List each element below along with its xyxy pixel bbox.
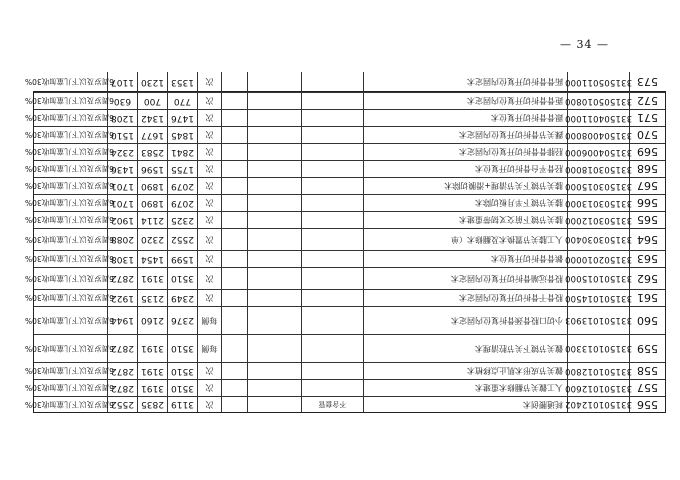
cell-name: 踝关节骨折切开复位内固定术	[363, 127, 567, 143]
cell-remark: 6周岁及以下儿童加收30%	[25, 400, 114, 409]
cell-p2: 700	[137, 93, 167, 109]
cell-seq: 556	[629, 397, 665, 412]
empty-cell	[221, 161, 247, 177]
cell-seq: 566	[629, 195, 665, 211]
cell-name: 人工膝关节置换术及翻修术（单	[363, 229, 567, 250]
empty-cell	[221, 195, 247, 211]
cell-unit: 次	[197, 178, 221, 194]
table-row	[25, 194, 665, 211]
empty-cell	[221, 363, 247, 379]
cell-code: 331503015000	[567, 178, 629, 194]
empty-cell	[221, 127, 247, 143]
cell-p3: 630	[107, 93, 137, 109]
cell-p3: 1902	[107, 212, 137, 228]
cell-remark: 6周岁及以下儿童加收30%	[25, 77, 114, 87]
cell-remark: 6周岁及以下儿童加收30%	[25, 274, 114, 283]
cell-remark: 6周岁及以下儿童加收30%	[25, 366, 114, 376]
table-row	[25, 109, 665, 126]
cell-code: 331501013903	[567, 307, 629, 334]
cell-name: 跟骨骨折切开复位术	[363, 110, 567, 126]
fee-table	[25, 75, 666, 413]
cell-unit: 次	[197, 380, 221, 396]
empty-cell	[247, 72, 301, 92]
cell-p2: 1890	[137, 195, 167, 211]
cell-unit: 次	[197, 397, 221, 412]
cell-p1: 2079	[167, 195, 197, 211]
cell-code: 331505011000	[567, 72, 629, 92]
cell-note	[301, 212, 363, 228]
cell-p3: 1701	[107, 195, 137, 211]
cell-p2: 1596	[137, 161, 167, 177]
cell-unit: 次	[197, 363, 221, 379]
cell-code: 331501012600	[567, 380, 629, 396]
cell-name: 胫腓骨骨折切开复位内固定术	[363, 144, 567, 160]
cell-p2: 3191	[137, 268, 167, 289]
cell-note	[301, 161, 363, 177]
cell-p2: 2114	[137, 212, 167, 228]
cell-note: 不含套管	[301, 397, 363, 412]
cell-code: 331505010800	[567, 93, 629, 109]
cell-seq: 562	[629, 268, 665, 289]
cell-code: 331501013300	[567, 335, 629, 362]
cell-name: 股骨干骨折切开复位内固定术	[363, 290, 567, 306]
cell-name: 跖骨骨折切开复位内固定术	[363, 72, 567, 92]
cell-note	[301, 307, 363, 334]
cell-seq: 559	[629, 335, 665, 362]
cell-p1: 2325	[167, 212, 197, 228]
cell-remark: 6周岁及以下儿童加收30%	[25, 130, 114, 140]
cell-p2: 1677	[137, 127, 167, 143]
cell-remark: 6周岁及以下儿童加收30%	[25, 113, 114, 123]
cell-p1: 770	[167, 93, 197, 109]
cell-seq: 560	[629, 307, 665, 334]
empty-cell	[247, 195, 301, 211]
cell-name: 髋关节成形术肌止点移植术	[363, 363, 567, 379]
empty-cell	[221, 93, 247, 109]
cell-code: 331504011000	[567, 110, 629, 126]
empty-cell	[221, 268, 247, 289]
empty-cell	[247, 380, 301, 396]
cell-p1: 1353	[167, 72, 197, 92]
cell-note	[301, 268, 363, 289]
empty-cell	[221, 307, 247, 334]
cell-p2: 1890	[137, 178, 167, 194]
cell-remark: 6周岁及以下儿童加收30%	[25, 181, 114, 191]
cell-p1: 3510	[167, 268, 197, 289]
cell-remark: 6周岁及以下儿童加收30%	[25, 198, 114, 208]
cell-p1: 1476	[167, 110, 197, 126]
empty-cell	[247, 363, 301, 379]
cell-unit: 每侧	[197, 307, 221, 334]
cell-p3: 1922	[107, 290, 137, 306]
table-row	[25, 267, 665, 289]
cell-p1: 3510	[167, 380, 197, 396]
empty-cell	[221, 290, 247, 306]
cell-p3: 1701	[107, 178, 137, 194]
cell-p2: 1230	[137, 72, 167, 92]
cell-p1: 3119	[167, 397, 197, 412]
cell-p3: 2872	[107, 268, 137, 289]
cell-p1: 2079	[167, 178, 197, 194]
cell-p3: 1944	[107, 307, 137, 334]
cell-p3: 1436	[107, 161, 137, 177]
cell-note	[301, 380, 363, 396]
cell-remark: 6周岁及以下儿童加收30%	[25, 344, 114, 353]
cell-seq: 565	[629, 212, 665, 228]
cell-remark: 6周岁及以下儿童加收30%	[25, 254, 114, 264]
cell-p1: 3510	[167, 363, 197, 379]
cell-note	[301, 93, 363, 109]
cell-note	[301, 110, 363, 126]
cell-p2: 1342	[137, 110, 167, 126]
table-row	[25, 126, 665, 143]
cell-seq: 570	[629, 127, 665, 143]
table-row	[25, 160, 665, 177]
cell-p2: 2835	[137, 397, 167, 412]
cell-remark: 6周岁及以下儿童加收30%	[25, 147, 114, 157]
empty-cell	[247, 335, 301, 362]
empty-cell	[221, 229, 247, 250]
cell-seq: 573	[629, 72, 665, 92]
cell-name: 小切口股骨颈骨折复位内固定术	[363, 307, 567, 334]
cell-remark: 6周岁及以下儿童加收30%	[25, 293, 114, 303]
cell-p2: 2135	[137, 290, 167, 306]
cell-p2: 2320	[137, 229, 167, 250]
cell-code: 331503030400	[567, 229, 629, 250]
cell-remark: 6周岁及以下儿童加收30%	[25, 383, 114, 393]
cell-seq: 558	[629, 363, 665, 379]
empty-cell	[247, 229, 301, 250]
cell-p3: 2872	[107, 363, 137, 379]
cell-remark: 6周岁及以下儿童加收30%	[25, 215, 114, 225]
cell-p1: 1599	[167, 251, 197, 267]
cell-unit: 次	[197, 93, 221, 109]
cell-note	[301, 290, 363, 306]
page-number: — 34 —	[560, 38, 609, 51]
cell-p3: 2088	[107, 229, 137, 250]
table-row	[25, 250, 665, 267]
empty-cell	[221, 335, 247, 362]
table-row	[25, 177, 665, 194]
cell-unit: 次	[197, 195, 221, 211]
empty-cell	[221, 72, 247, 92]
cell-p2: 3191	[137, 363, 167, 379]
cell-code: 331503018000	[567, 161, 629, 177]
cell-seq: 568	[629, 161, 665, 177]
cell-name: 膝关节镜下关节清理+滑膜切除术	[363, 178, 567, 194]
cell-name: 距骨骨折切开复位内固定术	[363, 93, 567, 109]
cell-remark: 6周岁及以下儿童加收30%	[25, 316, 114, 325]
table-row	[25, 379, 665, 396]
cell-note	[301, 72, 363, 92]
cell-name: 膝关节镜下前交叉韧带重建术	[363, 212, 567, 228]
table-row	[25, 92, 665, 109]
cell-name: 耗通腰创术	[363, 397, 567, 412]
empty-cell	[221, 380, 247, 396]
cell-seq: 561	[629, 290, 665, 306]
cell-name: 髌骨骨折切开复位术	[363, 251, 567, 267]
cell-p3: 2872	[107, 380, 137, 396]
cell-unit: 次	[197, 72, 221, 92]
empty-cell	[247, 397, 301, 412]
cell-unit: 每侧	[197, 335, 221, 362]
cell-code: 331503012000	[567, 212, 629, 228]
cell-p1: 2349	[167, 290, 197, 306]
cell-code: 331504008000	[567, 127, 629, 143]
cell-p1: 1845	[167, 127, 197, 143]
cell-code: 331504006000	[567, 144, 629, 160]
cell-remark: 6周岁及以下儿童加收30%	[25, 164, 114, 174]
cell-note	[301, 335, 363, 362]
cell-unit: 次	[197, 127, 221, 143]
cell-name: 人工髋关节翻修术重建术	[363, 380, 567, 396]
cell-name: 股骨远端骨折切开复位内固定术	[363, 268, 567, 289]
cell-seq: 571	[629, 110, 665, 126]
cell-p2: 1454	[137, 251, 167, 267]
empty-cell	[247, 268, 301, 289]
empty-cell	[221, 212, 247, 228]
cell-p1: 2552	[167, 229, 197, 250]
table-row	[25, 334, 665, 362]
cell-p1: 1755	[167, 161, 197, 177]
table-row	[25, 228, 665, 250]
empty-cell	[247, 144, 301, 160]
cell-p3: 1107	[107, 72, 137, 92]
cell-p2: 3191	[137, 380, 167, 396]
cell-code: 331502010000	[567, 251, 629, 267]
cell-code: 331503013000	[567, 195, 629, 211]
cell-p3: 2324	[107, 144, 137, 160]
cell-note	[301, 195, 363, 211]
table-row	[25, 143, 665, 160]
table-row	[25, 72, 665, 92]
cell-name: 胫骨平台骨折切开复位术	[363, 161, 567, 177]
empty-cell	[221, 110, 247, 126]
cell-seq: 569	[629, 144, 665, 160]
cell-unit: 次	[197, 268, 221, 289]
empty-cell	[247, 307, 301, 334]
cell-note	[301, 363, 363, 379]
empty-cell	[221, 178, 247, 194]
cell-p1: 2376	[167, 307, 197, 334]
table-row	[25, 289, 665, 306]
cell-p3: 1510	[107, 127, 137, 143]
cell-remark: 6周岁及以下儿童加收30%	[25, 235, 114, 244]
empty-cell	[221, 144, 247, 160]
empty-cell	[247, 161, 301, 177]
cell-p3: 1308	[107, 251, 137, 267]
cell-p1: 2841	[167, 144, 197, 160]
cell-note	[301, 251, 363, 267]
cell-code: 331501012402	[567, 397, 629, 412]
table-row	[25, 211, 665, 228]
cell-seq: 563	[629, 251, 665, 267]
empty-cell	[247, 212, 301, 228]
cell-name: 膝关节镜下半月板切除术	[363, 195, 567, 211]
cell-note	[301, 229, 363, 250]
cell-seq: 567	[629, 178, 665, 194]
cell-unit: 次	[197, 161, 221, 177]
cell-code: 331501014500	[567, 290, 629, 306]
cell-p3: 2872	[107, 335, 137, 362]
cell-unit: 次	[197, 144, 221, 160]
cell-code: 331501012800	[567, 363, 629, 379]
empty-cell	[247, 251, 301, 267]
cell-name: 髋关节镜下关节腔清理术	[363, 335, 567, 362]
cell-seq: 564	[629, 229, 665, 250]
cell-seq: 557	[629, 380, 665, 396]
table-row	[25, 362, 665, 379]
cell-code: 331501015000	[567, 268, 629, 289]
cell-p2: 3191	[137, 335, 167, 362]
cell-unit: 次	[197, 229, 221, 250]
cell-unit: 次	[197, 251, 221, 267]
table-row	[25, 306, 665, 334]
empty-cell	[247, 290, 301, 306]
cell-p2: 2160	[137, 307, 167, 334]
cell-p1: 3510	[167, 335, 197, 362]
cell-p3: 2552	[107, 397, 137, 412]
cell-p2: 2583	[137, 144, 167, 160]
cell-unit: 次	[197, 212, 221, 228]
cell-seq: 572	[629, 93, 665, 109]
cell-note	[301, 178, 363, 194]
cell-note	[301, 127, 363, 143]
cell-unit: 次	[197, 110, 221, 126]
empty-cell	[247, 127, 301, 143]
cell-p3: 1208	[107, 110, 137, 126]
empty-cell	[247, 110, 301, 126]
table-row	[25, 396, 665, 412]
cell-note	[301, 144, 363, 160]
cell-unit: 次	[197, 290, 221, 306]
empty-cell	[221, 397, 247, 412]
cell-remark: 6周岁及以下儿童加收30%	[25, 96, 114, 106]
empty-cell	[221, 251, 247, 267]
empty-cell	[247, 93, 301, 109]
empty-cell	[247, 178, 301, 194]
